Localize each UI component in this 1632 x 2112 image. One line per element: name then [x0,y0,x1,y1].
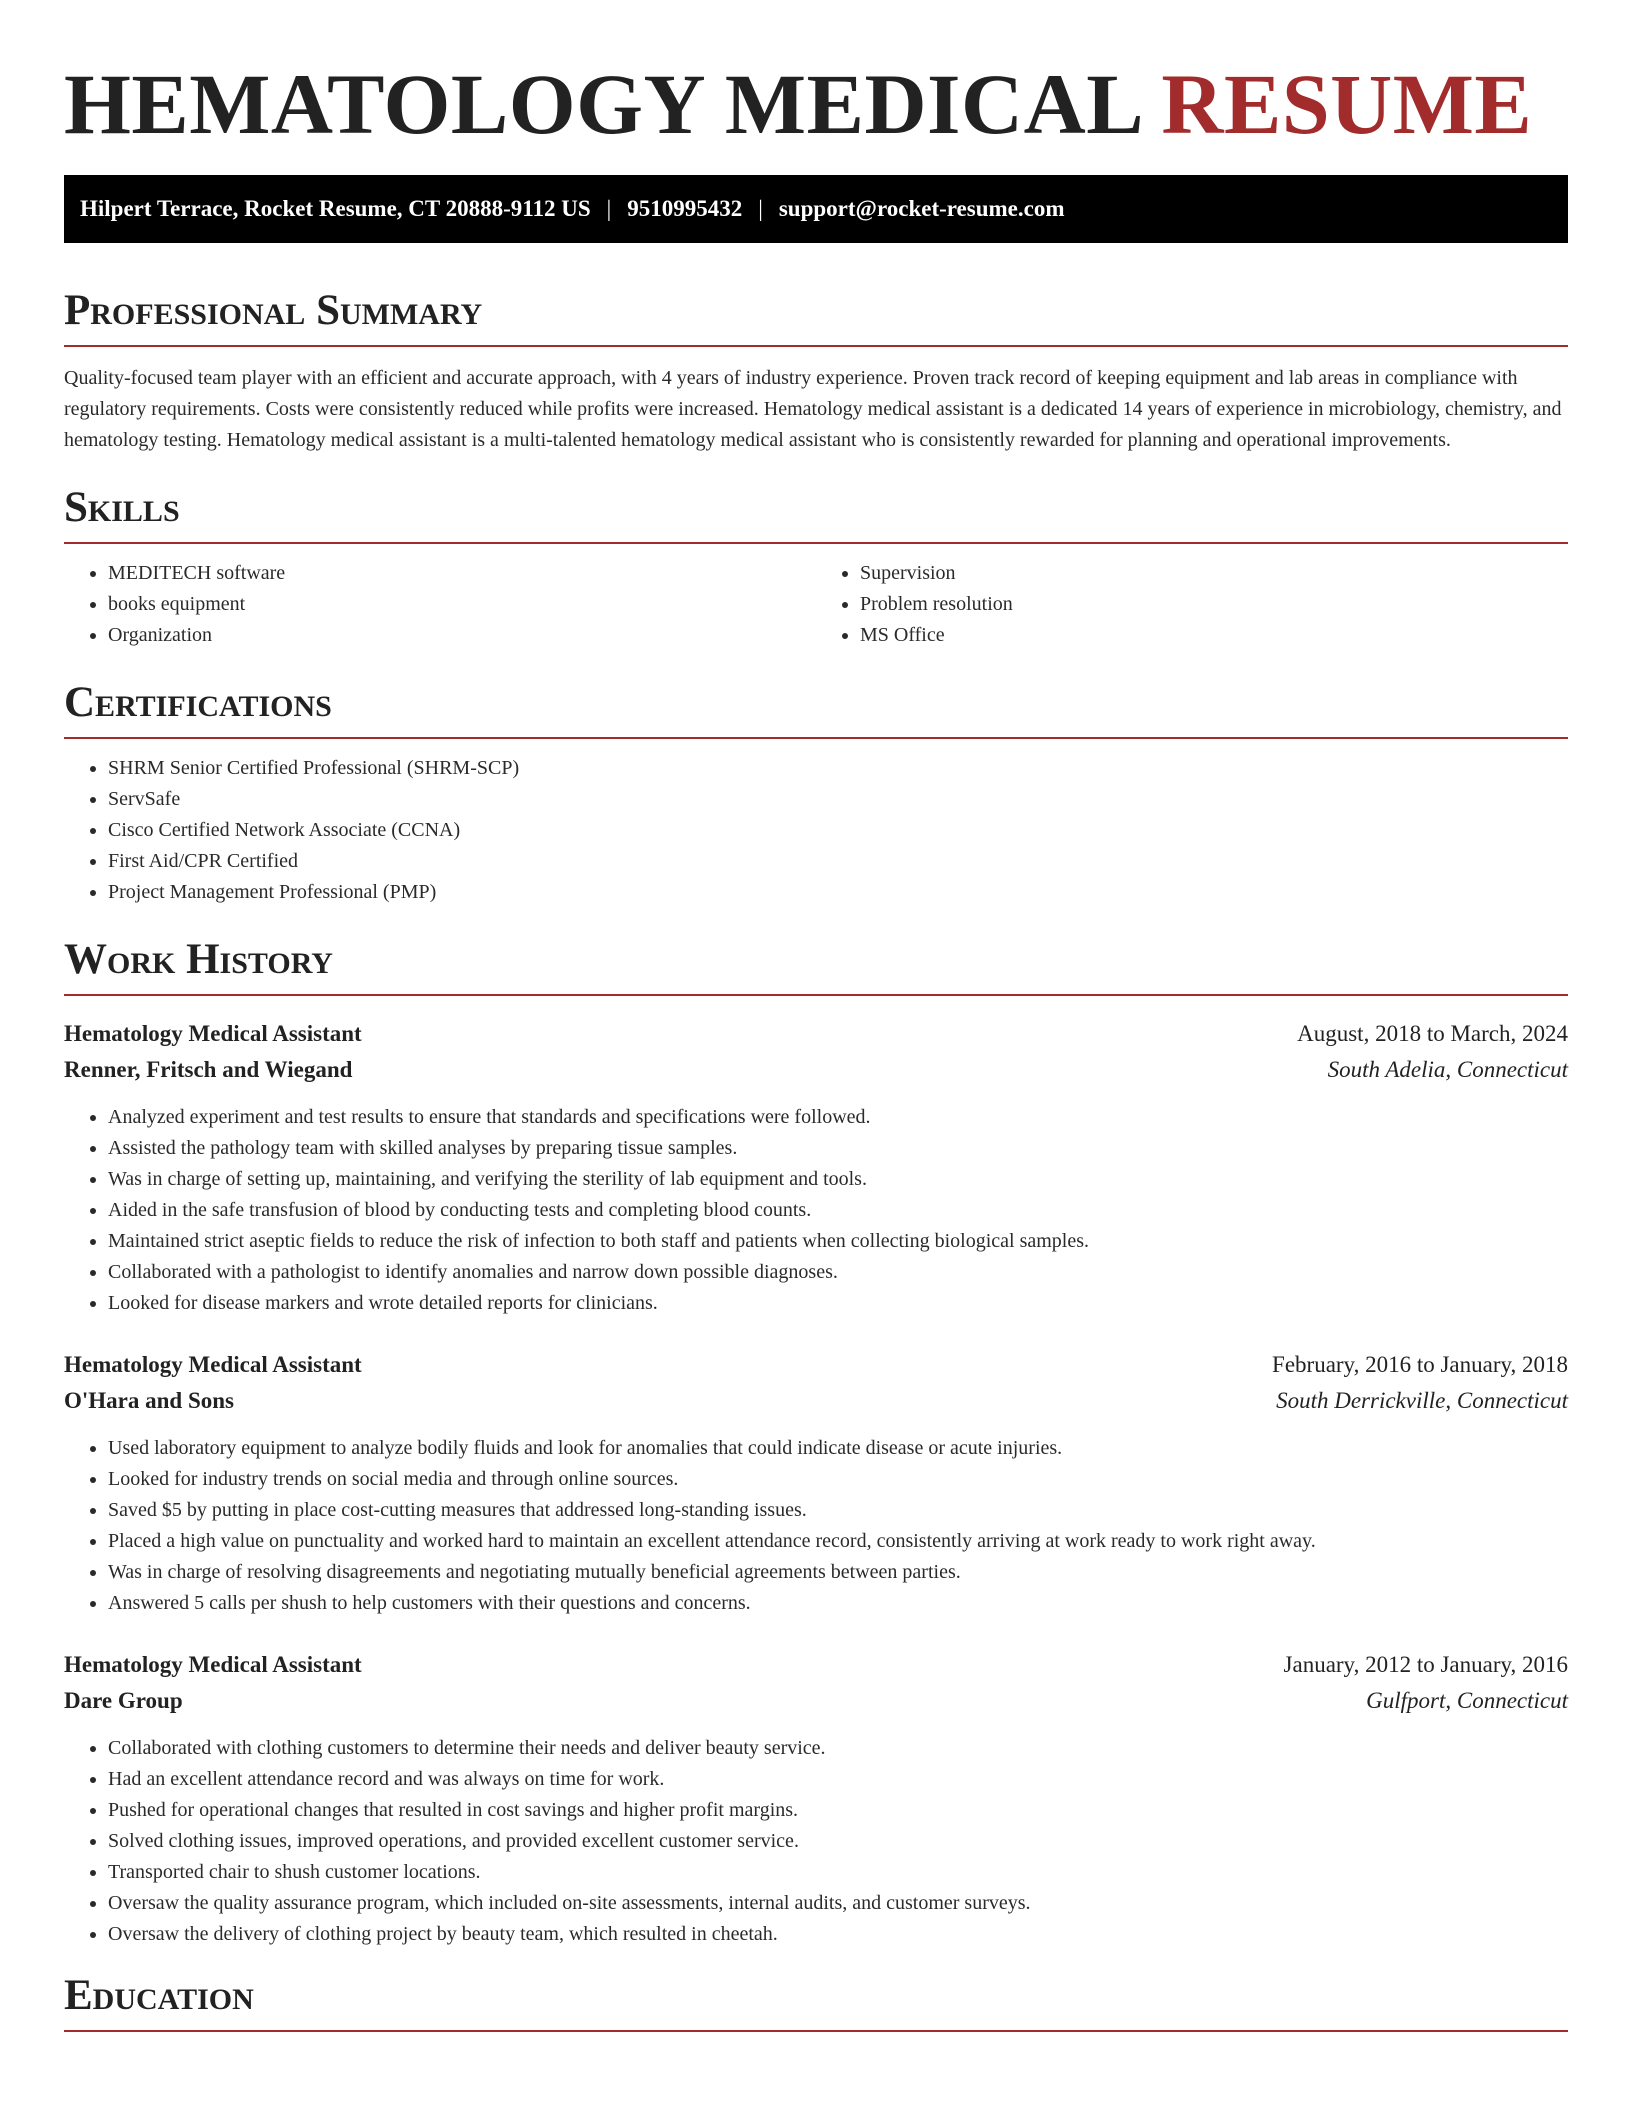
job-duty: • Oversaw the delivery of clothing project by beauty team, which resulted in cheetah. [108,1919,1568,1950]
job-duty: • Looked for disease markers and wrote detailed reports for clinicians. [108,1288,1568,1319]
job-title: Hematology Medical Assistant [64,1652,362,1677]
section-heading-work-history: Work History [64,936,1568,996]
job-subheader [64,1683,1568,1719]
certification-item: • First Aid/CPR Certified [108,846,1568,877]
certification-item: • SHRM Senior Certified Professional (SHRM-SCP) [108,753,1568,784]
section-heading-education: Education [64,1972,1568,2032]
job-title: Hematology Medical Assistant [64,1021,362,1046]
job-company: O'Hara and Sons [64,1388,234,1413]
job-duty: • Collaborated with a pathologist to identify anomalies and narrow down possible diagnoses. [108,1257,1568,1288]
job-company: Dare Group [64,1688,183,1713]
resume-page [64,0,1568,2032]
contact-email: support@rocket-resume.com [778,196,1065,221]
job-duty: • Looked for industry trends on social media and through online sources. [108,1464,1568,1495]
job-dates: August, 2018 to March, 2024 [1297,1021,1568,1046]
job-entry [64,1647,1568,1950]
job-entry [64,1347,1568,1619]
job-header [64,1347,1568,1383]
skill-item: • MEDITECH software [108,558,816,589]
job-header [64,1016,1568,1052]
job-duties-list [64,1102,1568,1319]
job-duty: • Placed a high value on punctuality and worked hard to maintain an excellent attendance record, consistently arriving at work ready to work right away. [108,1526,1568,1557]
job-dates: January, 2012 to January, 2016 [1283,1652,1568,1677]
resume-title [64,58,1568,150]
certification-item: • ServSafe [108,784,1568,815]
job-duty: • Aided in the safe transfusion of blood by conducting tests and completing blood counts. [108,1195,1568,1226]
skill-item: • MS Office [860,620,1568,651]
summary-text: Quality-focused team player with an efficient and accurate approach, with 4 years of industry experience. Proven track record of keeping equipment and lab areas in compliance with regulatory requirements. Costs were consistently reduced while profits were increased. Hematology medical assistant is a dedicated 14 years of experience in microbiology, chemistry, and hematology testing. Hematology medical assistant is a multi-talented hematology medical assistant who is consistently rewarded for planning and operational improvements. [64,367,1562,451]
contact-address: Hilpert Terrace, Rocket Resume, CT 20888-9112 US [80,196,591,221]
job-duty: • Oversaw the quality assurance program, which included on-site assessments, internal audits, and customer surveys. [108,1888,1568,1919]
skills-grid [64,544,1568,651]
contact-bar [64,175,1568,243]
job-duty: • Collaborated with clothing customers to determine their needs and deliver beauty service. [108,1733,1568,1764]
skills-list-right [816,558,1568,651]
job-location: South Adelia, Connecticut [1327,1057,1568,1082]
job-duty: • Solved clothing issues, improved operations, and provided excellent customer service. [108,1826,1568,1857]
section-heading-certifications: Certifications [64,679,1568,739]
title-accent: RESUME [1161,56,1533,152]
section-heading-skills: Skills [64,484,1568,544]
job-duties-list [64,1433,1568,1619]
job-entry [64,1016,1568,1319]
job-duty: • Used laboratory equipment to analyze bodily fluids and look for anomalies that could indicate disease or acute injuries. [108,1433,1568,1464]
skill-item: • books equipment [108,589,816,620]
certification-item: • Project Management Professional (PMP) [108,877,1568,908]
skill-item: • Problem resolution [860,589,1568,620]
title-main: HEMATOLOGY MEDICAL [64,56,1140,152]
contact-phone: 9510995432 [627,196,743,221]
job-header [64,1647,1568,1683]
job-duty: • Maintained strict aseptic fields to reduce the risk of infection to both staff and patients when collecting biological samples. [108,1226,1568,1257]
job-subheader [64,1383,1568,1419]
job-duties-list [64,1733,1568,1950]
certifications-list [64,753,1568,908]
job-duty: • Saved $5 by putting in place cost-cutting measures that addressed long-standing issues. [108,1495,1568,1526]
job-duty: • Answered 5 calls per shush to help customers with their questions and concerns. [108,1588,1568,1619]
job-duty: • Had an excellent attendance record and was always on time for work. [108,1764,1568,1795]
skill-item: • Organization [108,620,816,651]
job-dates: February, 2016 to January, 2018 [1272,1352,1568,1377]
contact-separator: | [758,196,763,221]
job-duty: • Analyzed experiment and test results to ensure that standards and specifications were followed. [108,1102,1568,1133]
job-duty: • Assisted the pathology team with skilled analyses by preparing tissue samples. [108,1133,1568,1164]
section-heading-summary: Professional Summary [64,287,1568,347]
job-subheader [64,1052,1568,1088]
job-duty: • Was in charge of setting up, maintaining, and verifying the sterility of lab equipment and tools. [108,1164,1568,1195]
job-duty: • Was in charge of resolving disagreements and negotiating mutually beneficial agreements between parties. [108,1557,1568,1588]
job-location: South Derrickville, Connecticut [1276,1388,1568,1413]
job-duty: • Pushed for operational changes that resulted in cost savings and higher profit margins. [108,1795,1568,1826]
skill-item: • Supervision [860,558,1568,589]
job-title: Hematology Medical Assistant [64,1352,362,1377]
certification-item: • Cisco Certified Network Associate (CCNA) [108,815,1568,846]
job-location: Gulfport, Connecticut [1366,1688,1568,1713]
skills-list-left [64,558,816,651]
job-company: Renner, Fritsch and Wiegand [64,1057,353,1082]
contact-separator: | [606,196,612,221]
job-duty: • Transported chair to shush customer locations. [108,1857,1568,1888]
